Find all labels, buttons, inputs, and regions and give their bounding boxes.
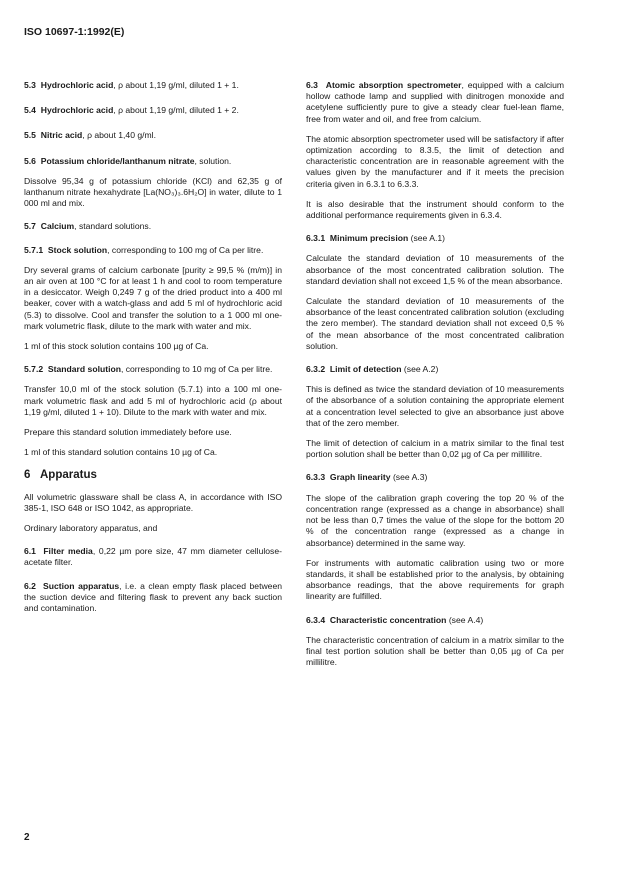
clause-number: 5.7.1 (24, 244, 44, 255)
clause-5-7 (24, 221, 282, 232)
clause-title: Stock solution (47, 244, 108, 255)
clause-ref: (see A.1) (408, 233, 445, 244)
clause-number: 5.5 (24, 130, 36, 141)
clause-5-6-body: Dissolve 95,34 g of potassium chloride (KCl) and 62,35 g of lanthanum nitrate hexahydrate [La(NO₃)₃.6H₂O] in water, dilute to 1 000 ml and mix. (24, 175, 282, 209)
clause-6-3-2-body: This is defined as twice the standard deviation of 10 measurements of the absorbance of a solution containing the appropriate element at a concentration level selected to give an absorbance just above that of the zero member. (306, 384, 564, 428)
clause-text: , solution. (194, 155, 232, 166)
section-number: 6 (24, 469, 31, 482)
clause-title: Graph linearity (329, 472, 391, 483)
section-6-heading (24, 470, 282, 481)
clause-title: Hydrochloric acid (40, 80, 114, 90)
clause-title: Minimum precision (329, 233, 409, 244)
clause-5-6 (24, 156, 282, 167)
clause-5-3 (24, 80, 282, 91)
clause-number: 6.3.3 (306, 472, 326, 483)
clause-number: 5.3 (24, 80, 36, 90)
clause-text: , corresponding to 100 mg of Ca per litre. (107, 244, 264, 255)
clause-text: , standard solutions. (74, 221, 152, 232)
clause-ref: (see A.4) (446, 614, 484, 625)
clause-number: 5.7 (24, 221, 36, 232)
clause-number: 5.4 (24, 105, 36, 116)
right-column (306, 80, 564, 677)
clause-text: , ρ about 1,19 g/ml, diluted 1 + 2. (113, 105, 239, 116)
clause-6-3-1-body2: Calculate the standard deviation of 10 measurements of the absorbance of the least concentrated calibration solution (excluding the zero member). The standard deviation shall not exceed 0,5 % of the mean absorbance of the most concentrated calibration solution. (306, 296, 564, 351)
clause-6-3-2 (306, 364, 564, 375)
clause-number: 6.3.4 (306, 614, 326, 625)
clause-title: Nitric acid (40, 130, 83, 141)
clause-title: Calcium (40, 221, 75, 232)
clause-6-3-3-body2: For instruments with automatic calibration using two or more standards, it shall be established prior to the analysis, by obtaining absorbance readings, that the above requirements for graph linearity are fulfilled. (306, 557, 564, 602)
clause-6-3-4-body: The characteristic concentration of calcium in a matrix similar to the final test portion solution shall be better than 0,05 µg of Ca per millilitre. (306, 634, 564, 668)
clause-number: 6.3.2 (306, 364, 326, 375)
document-header: ISO 10697-1:1992(E) (24, 26, 125, 38)
clause-6-3-1 (306, 233, 564, 244)
clause-6-3-1-body: Calculate the standard deviation of 10 measurements of the absorbance of the most concentrated calibration solution. The standard deviation shall not exceed 1,5 % of the mean absorbance. (306, 253, 564, 286)
clause-title: Standard solution (47, 364, 121, 375)
clause-title: Filter media (43, 546, 93, 557)
clause-6-3-2-body2: The limit of detection of calcium in a matrix similar to the final test portion solution shall be better than 0,02 µg of Ca per millilitre. (306, 438, 564, 460)
clause-title: Limit of detection (329, 364, 402, 375)
clause-5-7-1 (24, 245, 282, 256)
clause-text: , ρ about 1,19 g/ml, diluted 1 + 1. (113, 80, 239, 90)
clause-text: , corresponding to 10 mg of Ca per litre. (120, 364, 273, 375)
clause-5-7-2-note: 1 ml of this standard solution contains 10 µg of Ca. (24, 447, 218, 458)
clause-title: Atomic absorption spectrometer (325, 80, 462, 90)
clause-6-1 (24, 546, 282, 568)
clause-number: 6.3.1 (306, 233, 326, 244)
left-column (24, 80, 282, 623)
clause-number: 6.2 (24, 580, 36, 591)
clause-title: Hydrochloric acid (40, 105, 114, 116)
clause-5-7-2-body2: Prepare this standard solution immediately before use. (24, 427, 232, 438)
clause-title: Potassium chloride/lanthanum nitrate (40, 155, 195, 166)
page-number: 2 (24, 832, 30, 843)
clause-6-3-body: The atomic absorption spectrometer used will be satisfactory if after optimization according to 8.3.5, the limit of detection and characteristic concentration are in reasonable agreement with the values given by the manufacturer and if it meets the precision criteria given in 6.3.1 to 6.3.3. (306, 133, 564, 189)
clause-5-7-1-body: Dry several grams of calcium carbonate [purity ≥ 99,5 % (m/m)] in an air oven at 100 °C for at least 1 h and cool to room temperature in a desiccator. Weigh 0,249 7 g of the dried product into a 400 ml beaker, cover with a watch-glass and add 5 ml of hydrochloric acid (5.3) to dissolve. Cool and transfer the solution to a 1 000 ml one-mark volumetric flask, dilute to the mark with water and mix. (24, 264, 282, 331)
clause-ref: (see A.3) (390, 472, 428, 483)
clause-number: 6.3 (306, 80, 318, 90)
clause-5-5 (24, 130, 282, 141)
clause-number: 5.6 (24, 155, 36, 166)
section-title: Apparatus (40, 469, 97, 482)
clause-6-3-3-body: The slope of the calibration graph covering the top 20 % of the concentration range (expressed as a change in absorbance) shall not be less than 0,7 times the value of the slope for the bottom 20 % of the concentration range (expressed as a change in absorbance) determined in the same way. (306, 492, 564, 548)
clause-text: , 0,22 µm pore size, 47 mm diameter cellulose-acetate filter. (24, 546, 282, 568)
clause-6-3 (306, 80, 564, 125)
clause-6-3-body2: It is also desirable that the instrument should conform to the additional performance requirements given in 6.3.4. (306, 198, 564, 221)
clause-5-7-2 (24, 364, 282, 375)
clause-6-3-3 (306, 472, 564, 483)
section-6-body: All volumetric glassware shall be class A, in accordance with ISO 385-1, ISO 648 or ISO 1042, as appropriate. (24, 491, 282, 513)
clause-title: Suction apparatus (43, 580, 120, 591)
clause-text: , ρ about 1,40 g/ml. (82, 130, 156, 141)
clause-5-7-1-note: 1 ml of this stock solution contains 100 µg of Ca. (24, 341, 209, 352)
clause-number: 5.7.2 (24, 364, 44, 375)
clause-6-2 (24, 581, 282, 615)
clause-6-3-4 (306, 615, 564, 626)
clause-title: Characteristic concentration (329, 614, 447, 625)
clause-text: , equipped with a calcium hollow cathode lamp and supplied with dinitrogen monoxide and acetylene sufficiently pure to give a steady clear fuel-lean flame, free from water and oil, and free from calcium. (306, 80, 565, 124)
clause-number: 6.1 (24, 546, 36, 557)
clause-5-7-2-body: Transfer 10,0 ml of the stock solution (5.7.1) into a 100 ml one-mark volumetric flask and add 5 ml of hydrochloric acid (ρ about 1,19 g/ml, diluted 1 + 10). Dilute to the mark with water and mix. (24, 384, 282, 417)
section-6-body2: Ordinary laboratory apparatus, and (24, 523, 158, 534)
clause-text: , i.e. a clean empty flask placed between the suction device and filtering flask to prevent any back suction and contamination. (24, 580, 283, 614)
clause-ref: (see A.2) (401, 364, 439, 375)
clause-5-4 (24, 105, 282, 116)
